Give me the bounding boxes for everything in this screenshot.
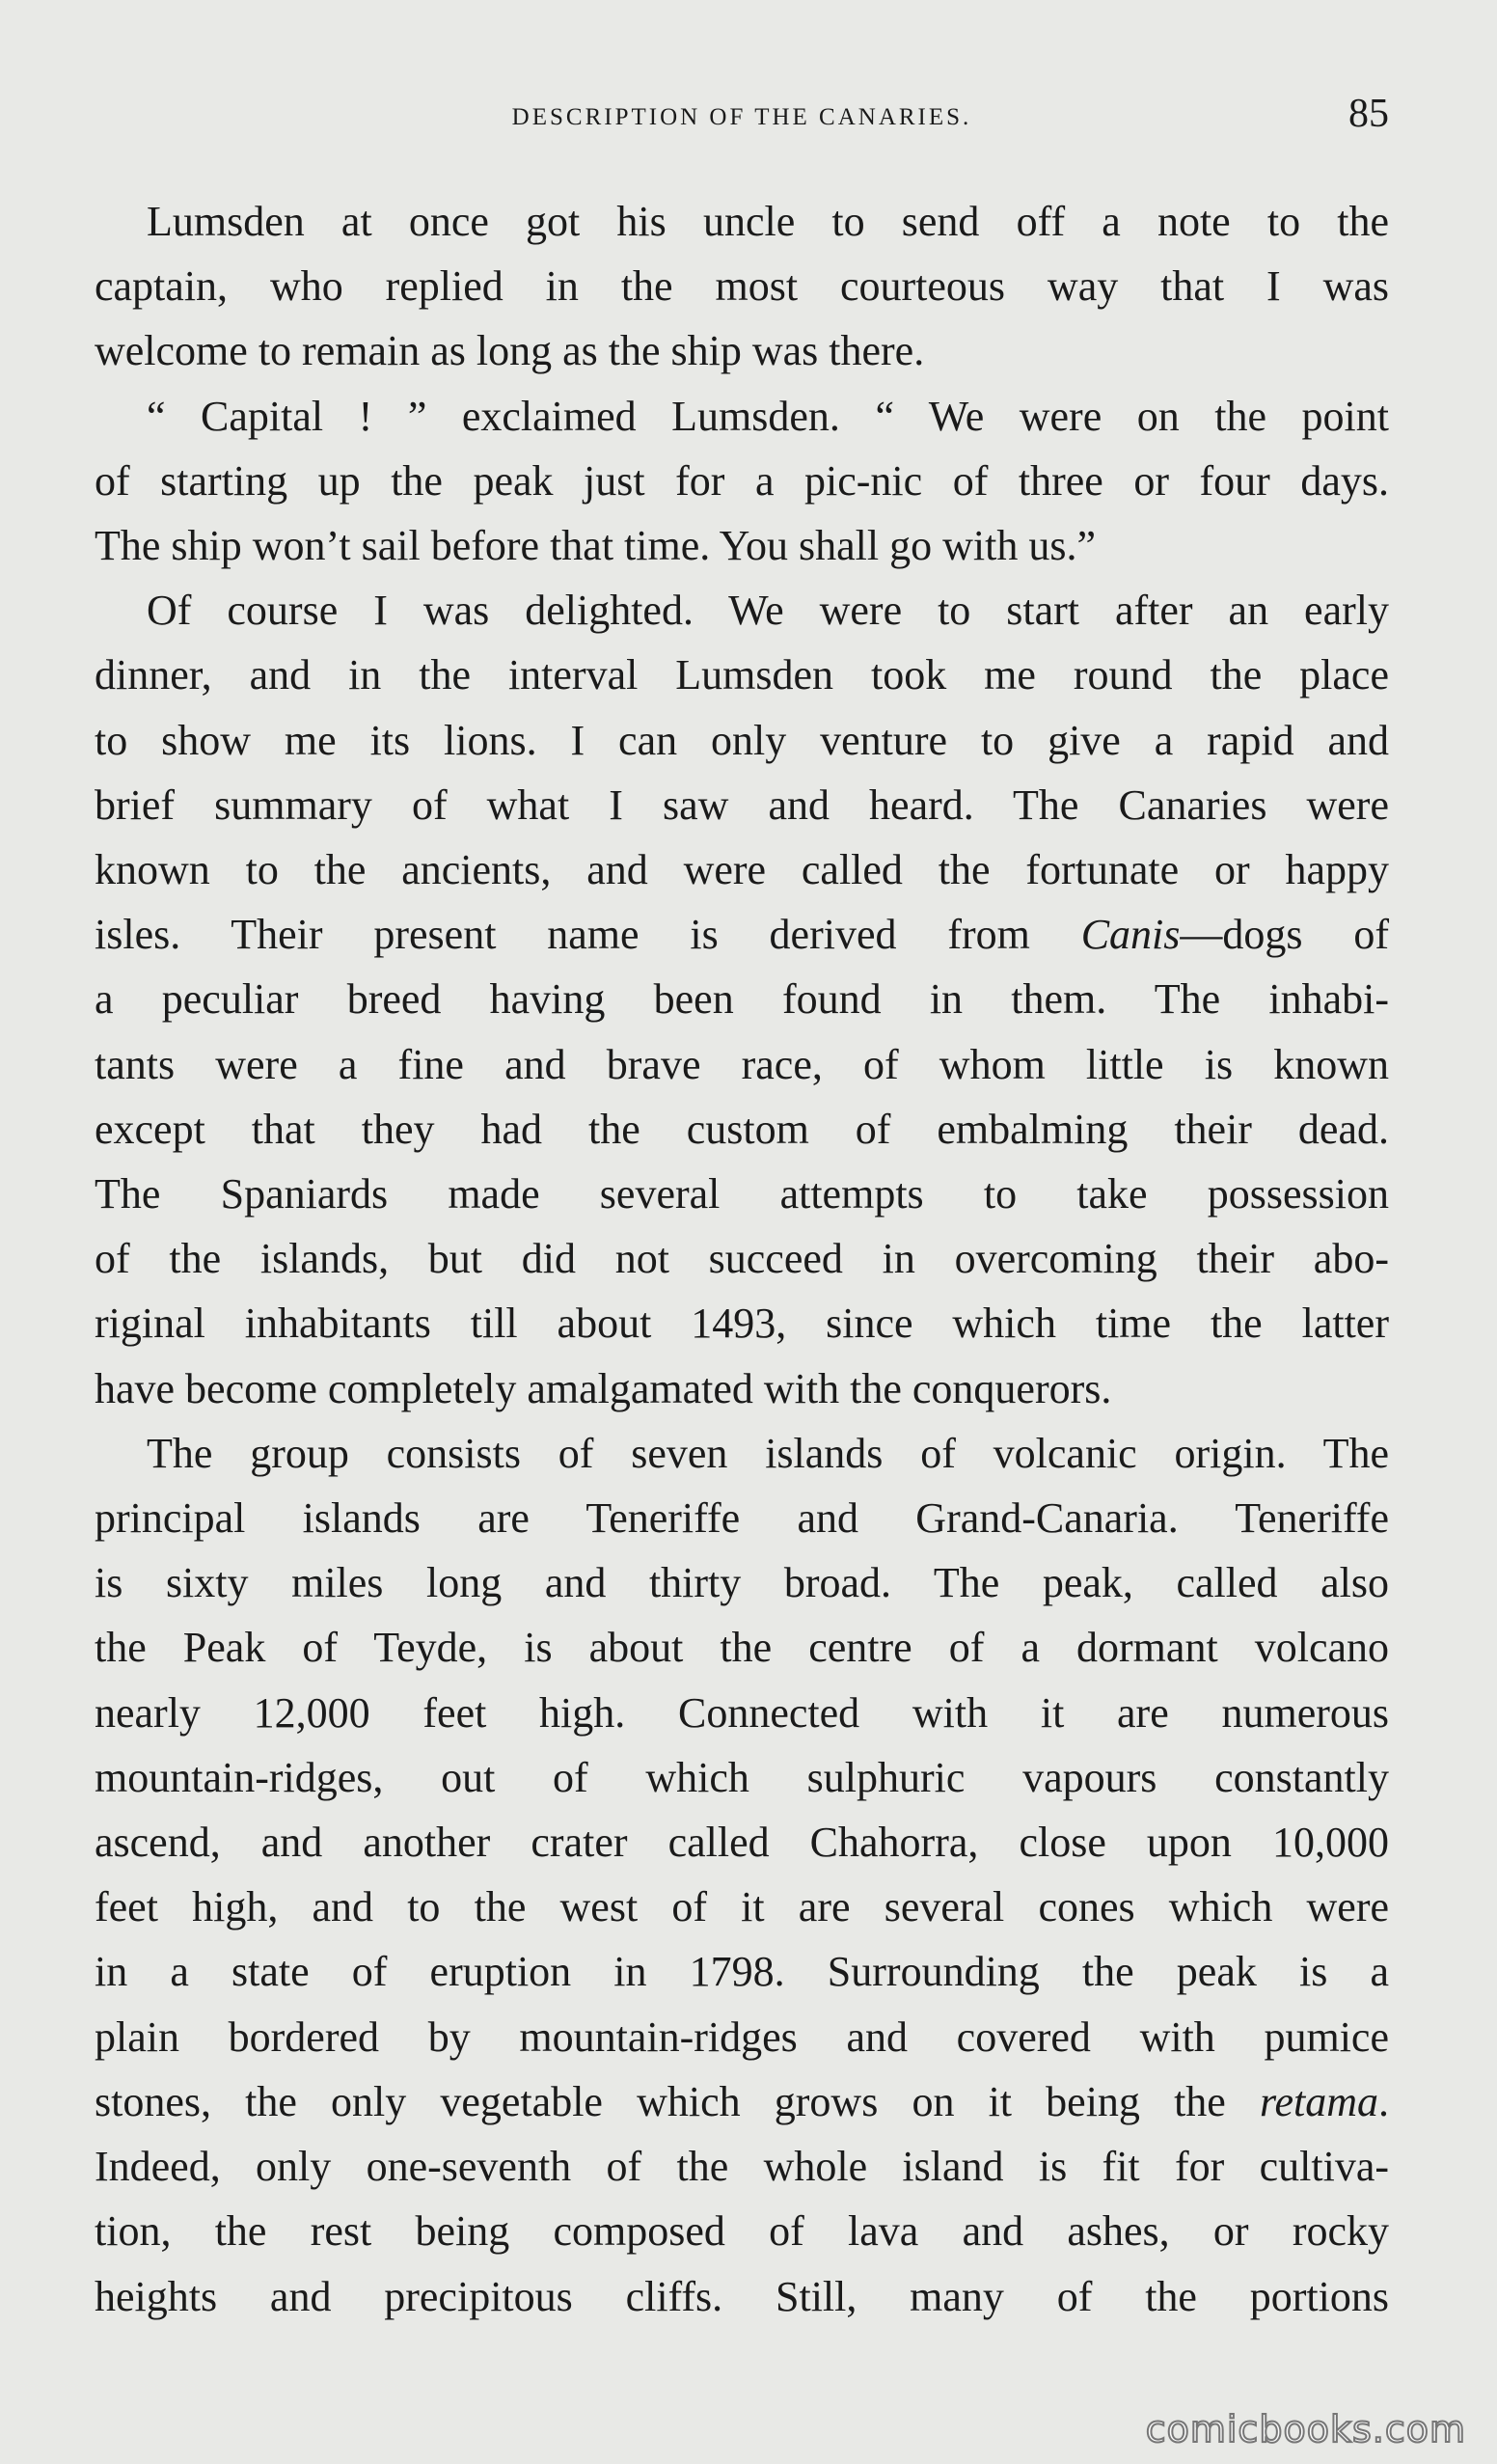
text-line: dinner, and in the interval Lumsden took me round the place <box>95 651 1389 699</box>
text-line: plain bordered by mountain-ridges and covered with pumice <box>95 2012 1389 2061</box>
text-line: captain, who replied in the most courteous way that I was <box>95 262 1389 311</box>
text-line: ascend, and another crater called Chahorra, close upon 10,000 <box>95 1819 1389 1867</box>
text-line: mountain-ridges, out of which sulphuric vapours constantly <box>95 1753 1389 1801</box>
body-text <box>95 189 1389 2329</box>
text-line: The group consists of seven islands of volcanic origin. The <box>147 1429 1389 1477</box>
text-line: in a state of eruption in 1798. Surrounding the peak is a <box>95 1948 1389 1996</box>
watermark: comicbooks.com <box>1145 2408 1466 2450</box>
text-line: “ Capital ! ” exclaimed Lumsden. “ We were on the point <box>147 392 1389 440</box>
paragraph <box>95 384 1389 579</box>
paragraph <box>95 189 1389 384</box>
text-line: to show me its lions. I can only venture to give a rapid and <box>95 716 1389 764</box>
text-line-with-italic: isles. Their present name is derived from Canis—dogs of <box>95 911 1389 959</box>
text-line: have become completely amalgamated with the conquerors. <box>95 1364 1112 1412</box>
page-number: 85 <box>1348 92 1389 136</box>
italic-word: Canis <box>1080 911 1181 959</box>
text-line: tion, the rest being composed of lava and ashes, or rocky <box>95 2207 1389 2256</box>
italic-word: retama <box>1259 2077 1378 2125</box>
text-line: The ship won’t sail before that time. You shall go with us.” <box>95 522 1096 570</box>
text-line: welcome to remain as long as the ship was there. <box>95 327 925 375</box>
text-line: the Peak of Teyde, is about the centre of a dormant volcano <box>95 1624 1389 1672</box>
text-line: of the islands, but did not succeed in overcoming their abo- <box>95 1235 1389 1283</box>
text-line: Indeed, only one-seventh of the whole island is fit for cultiva- <box>95 2143 1389 2191</box>
running-head <box>95 87 1389 145</box>
text-line: Of course I was delighted. We were to start after an early <box>147 587 1389 635</box>
text-line: riginal inhabitants till about 1493, since which time the latter <box>95 1300 1389 1348</box>
text-line: is sixty miles long and thirty broad. The peak, called also <box>95 1559 1389 1607</box>
text-line: known to the ancients, and were called the fortunate or happy <box>95 846 1389 894</box>
text-line: a peculiar breed having been found in them. The inhabi- <box>95 975 1389 1024</box>
text-line: heights and precipitous cliffs. Still, many of the portions <box>95 2272 1389 2320</box>
text-line: of starting up the peak just for a pic-nic of three or four days. <box>95 456 1389 505</box>
paragraph <box>95 578 1389 1421</box>
text-line: except that they had the custom of embalming their dead. <box>95 1105 1389 1153</box>
text-line: tants were a fine and brave race, of whom little is known <box>95 1040 1389 1088</box>
text-line: feet high, and to the west of it are several cones which were <box>95 1883 1389 1931</box>
text-line: brief summary of what I saw and heard. The Canaries were <box>95 780 1389 829</box>
text-line: Lumsden at once got his uncle to send off a note to the <box>147 198 1389 245</box>
paragraph <box>95 1421 1389 2329</box>
book-page <box>95 87 1389 2329</box>
running-title: DESCRIPTION OF THE CANARIES. <box>511 104 972 130</box>
text-line: principal islands are Teneriffe and Grand-Canaria. Teneriffe <box>95 1494 1389 1543</box>
text-line-with-italic: stones, the only vegetable which grows on it being the retama. <box>95 2077 1389 2125</box>
text-line: The Spaniards made several attempts to take possession <box>95 1170 1389 1218</box>
text-line: nearly 12,000 feet high. Connected with it are numerous <box>95 1688 1389 1737</box>
